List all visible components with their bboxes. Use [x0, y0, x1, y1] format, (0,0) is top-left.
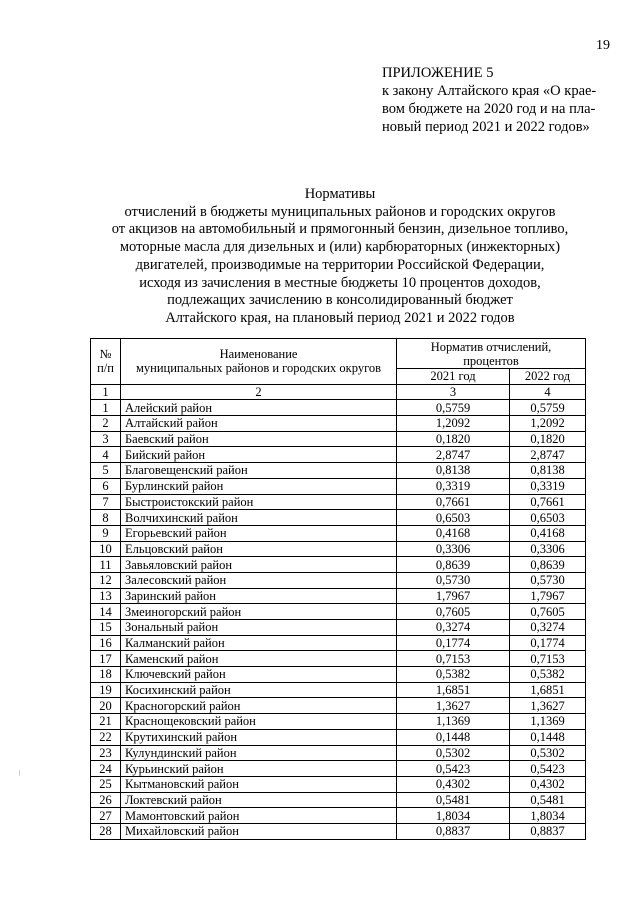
district-name-cell: Алейский район	[121, 400, 397, 416]
norm-2022-cell: 0,8639	[510, 557, 586, 573]
appendix-line-1: к закону Алтайского края «О крае-	[382, 83, 597, 99]
norm-2022-cell: 0,5481	[510, 792, 586, 808]
table-row	[91, 463, 586, 479]
district-name-cell: Краснощековский район	[121, 714, 397, 730]
norm-2022-cell: 0,1774	[510, 635, 586, 651]
row-number-cell: 7	[91, 494, 121, 510]
norm-2021-cell: 0,3319	[397, 478, 510, 494]
norm-2021-cell: 0,1820	[397, 431, 510, 447]
appendix-line-3: новый период 2021 и 2022 годов»	[382, 119, 590, 135]
norm-2021-cell: 2,8747	[397, 447, 510, 463]
scan-mark	[19, 770, 20, 776]
norm-2022-cell: 0,4302	[510, 776, 586, 792]
district-name-cell: Егорьевский район	[121, 525, 397, 541]
district-name-cell: Баевский район	[121, 431, 397, 447]
district-name-cell: Кулундинский район	[121, 745, 397, 761]
row-number-cell: 26	[91, 792, 121, 808]
norm-2022-cell: 1,8034	[510, 808, 586, 824]
norm-2021-cell: 0,8639	[397, 557, 510, 573]
table-row	[91, 494, 586, 510]
row-number-cell: 8	[91, 510, 121, 526]
norm-2022-cell: 0,1820	[510, 431, 586, 447]
norm-2021-cell: 1,7967	[397, 588, 510, 604]
table-row	[91, 557, 586, 573]
norm-2021-cell: 0,7661	[397, 494, 510, 510]
norm-2021-cell: 0,1774	[397, 635, 510, 651]
norm-2022-cell: 0,5302	[510, 745, 586, 761]
header-year-2021: 2021 год	[397, 369, 510, 385]
norm-2022-cell: 0,8138	[510, 463, 586, 479]
district-name-cell: Завьяловский район	[121, 557, 397, 573]
table-row	[91, 400, 586, 416]
norms-table	[90, 338, 586, 840]
district-name-cell: Локтевский район	[121, 792, 397, 808]
norm-2022-cell: 0,5759	[510, 400, 586, 416]
table-row	[91, 729, 586, 745]
table-row	[91, 572, 586, 588]
table-row	[91, 823, 586, 839]
table-row	[91, 667, 586, 683]
page-number: 19	[596, 38, 610, 53]
table-row	[91, 431, 586, 447]
norm-2022-cell: 1,6851	[510, 682, 586, 698]
norm-2021-cell: 1,6851	[397, 682, 510, 698]
norm-2022-cell: 0,5423	[510, 761, 586, 777]
district-name-cell: Каменский район	[121, 651, 397, 667]
table-row	[91, 478, 586, 494]
norm-2022-cell: 0,3319	[510, 478, 586, 494]
table-row	[91, 635, 586, 651]
norm-2021-cell: 0,6503	[397, 510, 510, 526]
norm-2021-cell: 0,5423	[397, 761, 510, 777]
row-number-cell: 19	[91, 682, 121, 698]
district-name-cell: Михайловский район	[121, 823, 397, 839]
row-number-cell: 16	[91, 635, 121, 651]
row-number-cell: 5	[91, 463, 121, 479]
heading-line-7: подлежащих зачислению в консолидированный бюджет	[167, 292, 513, 309]
norm-2022-cell: 0,7661	[510, 494, 586, 510]
heading-line-5: двигателей, производимые на территории Российской Федерации,	[135, 256, 545, 273]
table-row	[91, 620, 586, 636]
header-norm-line-2: процентов	[463, 353, 519, 368]
norm-2022-cell: 0,1448	[510, 729, 586, 745]
appendix-note	[382, 64, 622, 136]
table-row	[91, 698, 586, 714]
district-name-cell: Кытмановский район	[121, 776, 397, 792]
row-number-cell: 27	[91, 808, 121, 824]
norm-2022-cell: 1,3627	[510, 698, 586, 714]
table-body	[91, 400, 586, 839]
norm-2021-cell: 0,8138	[397, 463, 510, 479]
district-name-cell: Калманский район	[121, 635, 397, 651]
header-year-2022: 2022 год	[510, 369, 586, 385]
district-name-cell: Залесовский район	[121, 572, 397, 588]
row-number-cell: 22	[91, 729, 121, 745]
norm-2022-cell: 0,3274	[510, 620, 586, 636]
district-name-cell: Мамонтовский район	[121, 808, 397, 824]
norm-2022-cell: 0,3306	[510, 541, 586, 557]
district-name-cell: Заринский район	[121, 588, 397, 604]
row-number-cell: 12	[91, 572, 121, 588]
table-header-row	[91, 339, 586, 369]
heading-line-3: от акцизов на автомобильный и прямогонный бензин, дизельное топливо,	[111, 221, 569, 238]
header-number-line-1: №	[99, 347, 112, 362]
norm-2021-cell: 0,4302	[397, 776, 510, 792]
norm-2022-cell: 0,5730	[510, 572, 586, 588]
table-row	[91, 588, 586, 604]
norm-2022-cell: 1,1369	[510, 714, 586, 730]
district-name-cell: Красногорский район	[121, 698, 397, 714]
row-number-cell: 9	[91, 525, 121, 541]
heading-line-6: исходя из зачисления в местные бюджеты 10 процентов доходов,	[139, 274, 541, 291]
row-number-cell: 15	[91, 620, 121, 636]
table-row	[91, 447, 586, 463]
row-number-cell: 25	[91, 776, 121, 792]
district-name-cell: Крутихинский район	[121, 729, 397, 745]
row-number-cell: 23	[91, 745, 121, 761]
table-index-row	[91, 384, 586, 400]
row-number-cell: 24	[91, 761, 121, 777]
norm-2021-cell: 0,1448	[397, 729, 510, 745]
norm-2021-cell: 0,7153	[397, 651, 510, 667]
table-row	[91, 808, 586, 824]
district-name-cell: Ключевский район	[121, 667, 397, 683]
heading-line-4: моторные масла для дизельных и (или) карбюраторных (инжекторных)	[119, 239, 561, 256]
district-name-cell: Зональный район	[121, 620, 397, 636]
heading-line-1: Нормативы	[304, 186, 376, 202]
district-name-cell: Ельцовский район	[121, 541, 397, 557]
header-number	[91, 339, 121, 385]
index-cell: 3	[397, 384, 510, 400]
index-cell: 1	[91, 384, 121, 400]
norm-2021-cell: 1,8034	[397, 808, 510, 824]
table-row	[91, 510, 586, 526]
norm-2021-cell: 1,3627	[397, 698, 510, 714]
index-cell: 2	[121, 384, 397, 400]
norm-2021-cell: 0,5481	[397, 792, 510, 808]
header-norm-line-1: Норматив отчислений,	[430, 339, 552, 354]
norm-2022-cell: 0,8837	[510, 823, 586, 839]
row-number-cell: 10	[91, 541, 121, 557]
district-name-cell: Косихинский район	[121, 682, 397, 698]
norm-2021-cell: 0,7605	[397, 604, 510, 620]
table-row	[91, 745, 586, 761]
norm-2021-cell: 0,4168	[397, 525, 510, 541]
district-name-cell: Бийский район	[121, 447, 397, 463]
table-row	[91, 541, 586, 557]
header-number-line-2: п/п	[97, 361, 114, 376]
table-row	[91, 792, 586, 808]
district-name-cell: Быстроистокский район	[121, 494, 397, 510]
table-row	[91, 714, 586, 730]
row-number-cell: 13	[91, 588, 121, 604]
norm-2022-cell: 0,5382	[510, 667, 586, 683]
row-number-cell: 3	[91, 431, 121, 447]
norm-2022-cell: 2,8747	[510, 447, 586, 463]
district-name-cell: Алтайский район	[121, 416, 397, 432]
norm-2021-cell: 0,5730	[397, 572, 510, 588]
norm-2022-cell: 0,7153	[510, 651, 586, 667]
norm-2022-cell: 1,2092	[510, 416, 586, 432]
norm-2021-cell: 0,3274	[397, 620, 510, 636]
district-name-cell: Волчихинский район	[121, 510, 397, 526]
norm-2021-cell: 1,1369	[397, 714, 510, 730]
header-name-line-2: муниципальных районов и городских округов	[135, 361, 382, 376]
district-name-cell: Курьинский район	[121, 761, 397, 777]
heading-line-2: отчислений в бюджеты муниципальных районов и городских округов	[124, 203, 556, 220]
district-name-cell: Бурлинский район	[121, 478, 397, 494]
norm-2021-cell: 0,5759	[397, 400, 510, 416]
row-number-cell: 18	[91, 667, 121, 683]
row-number-cell: 4	[91, 447, 121, 463]
table-row	[91, 776, 586, 792]
row-number-cell: 2	[91, 416, 121, 432]
header-name-line-1: Наименование	[219, 347, 298, 362]
table-row	[91, 525, 586, 541]
appendix-title: ПРИЛОЖЕНИЕ 5	[382, 65, 494, 81]
norm-2021-cell: 0,3306	[397, 541, 510, 557]
norm-2021-cell: 0,5382	[397, 667, 510, 683]
norm-2022-cell: 0,4168	[510, 525, 586, 541]
district-name-cell: Благовещенский район	[121, 463, 397, 479]
header-name	[121, 339, 397, 385]
row-number-cell: 20	[91, 698, 121, 714]
row-number-cell: 14	[91, 604, 121, 620]
table-row	[91, 651, 586, 667]
norm-2021-cell: 1,2092	[397, 416, 510, 432]
index-cell: 4	[510, 384, 586, 400]
row-number-cell: 28	[91, 823, 121, 839]
row-number-cell: 17	[91, 651, 121, 667]
row-number-cell: 11	[91, 557, 121, 573]
header-norm	[397, 339, 586, 369]
table-row	[91, 604, 586, 620]
district-name-cell: Змеиногорский район	[121, 604, 397, 620]
document-heading	[40, 186, 640, 328]
row-number-cell: 21	[91, 714, 121, 730]
norm-2022-cell: 0,6503	[510, 510, 586, 526]
norm-2021-cell: 0,8837	[397, 823, 510, 839]
table-row	[91, 682, 586, 698]
row-number-cell: 6	[91, 478, 121, 494]
appendix-line-2: вом бюджете на 2020 год и на пла-	[382, 101, 596, 117]
table-row	[91, 761, 586, 777]
norm-2021-cell: 0,5302	[397, 745, 510, 761]
heading-line-8: Алтайского края, на плановый период 2021 и 2022 годов	[165, 309, 515, 326]
table-row	[91, 416, 586, 432]
norm-2022-cell: 1,7967	[510, 588, 586, 604]
norm-2022-cell: 0,7605	[510, 604, 586, 620]
row-number-cell: 1	[91, 400, 121, 416]
